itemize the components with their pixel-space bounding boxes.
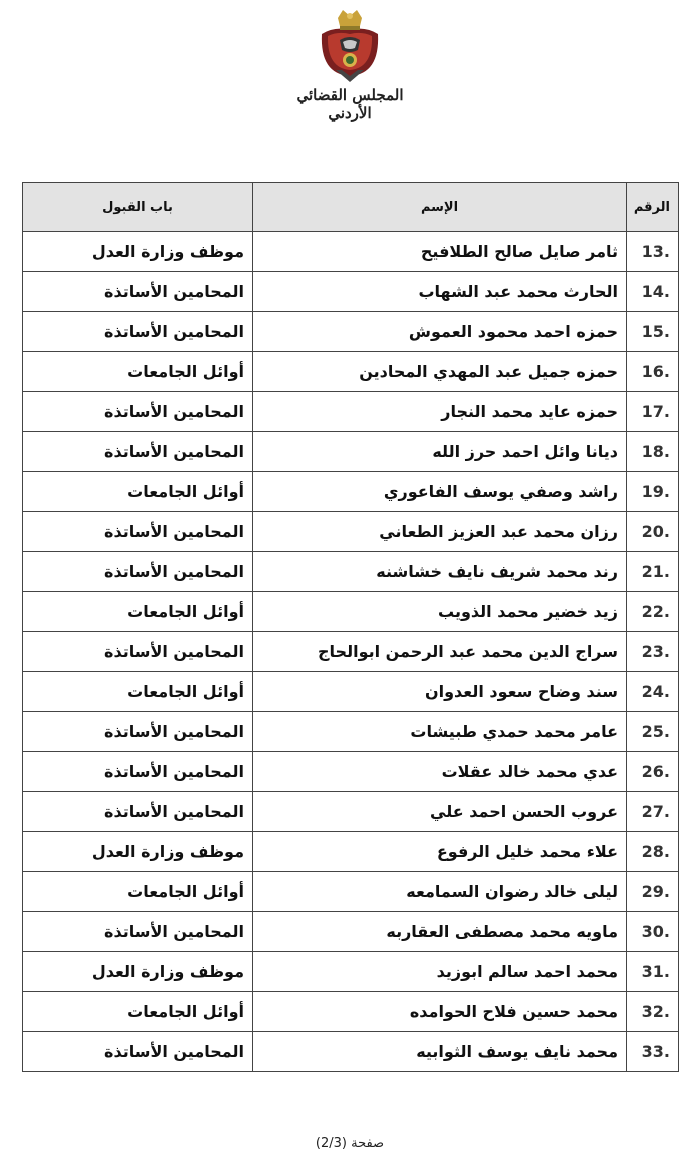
row-number	[627, 752, 679, 792]
row-name: ثامر صايل صالح الطلافيح	[253, 232, 627, 272]
table-row	[23, 872, 679, 912]
row-category: أوائل الجامعات	[23, 472, 253, 512]
row-name: حمزه جميل عبد المهدي المحادين	[253, 352, 627, 392]
row-name: سراج الدين محمد عبد الرحمن ابوالحاج	[253, 632, 627, 672]
row-number-text: 32.	[641, 1002, 670, 1021]
row-category: أوائل الجامعات	[23, 352, 253, 392]
row-name: رزان محمد عبد العزيز الطعاني	[253, 512, 627, 552]
row-name: محمد حسين فلاح الحوامده	[253, 992, 627, 1032]
row-number	[627, 432, 679, 472]
row-category: موظف وزارة العدل	[23, 952, 253, 992]
row-number-text: 31.	[641, 962, 670, 981]
table-row	[23, 1032, 679, 1072]
row-name: زيد خضير محمد الذويب	[253, 592, 627, 632]
row-category: أوائل الجامعات	[23, 672, 253, 712]
row-number-text: 29.	[641, 882, 670, 901]
row-number-text: 17.	[641, 402, 670, 421]
row-number-text: 33.	[641, 1042, 670, 1061]
row-number	[627, 352, 679, 392]
row-number	[627, 232, 679, 272]
row-category: المحامين الأساتذة	[23, 1032, 253, 1072]
row-number-text: 21.	[641, 562, 670, 581]
table-row	[23, 912, 679, 952]
document-header	[0, 0, 700, 140]
row-number	[627, 912, 679, 952]
row-category: أوائل الجامعات	[23, 872, 253, 912]
table-row	[23, 712, 679, 752]
organization-name: المجلس القضائي الأردني	[296, 86, 404, 122]
row-category: المحامين الأساتذة	[23, 432, 253, 472]
row-number-text: 22.	[641, 602, 670, 621]
row-number	[627, 512, 679, 552]
table-row	[23, 792, 679, 832]
row-name: رند محمد شريف نايف خشاشنه	[253, 552, 627, 592]
row-category: موظف وزارة العدل	[23, 832, 253, 872]
row-number-text: 25.	[641, 722, 670, 741]
row-number-text: 18.	[641, 442, 670, 461]
row-number	[627, 392, 679, 432]
row-name: حمزه عايد محمد النجار	[253, 392, 627, 432]
row-number-text: 24.	[641, 682, 670, 701]
row-name: الحارث محمد عبد الشهاب	[253, 272, 627, 312]
header-name: الإسم	[253, 183, 627, 232]
table-header-row	[23, 183, 679, 232]
table-row	[23, 632, 679, 672]
row-number-text: 13.	[641, 242, 670, 261]
row-name: محمد احمد سالم ابوزيد	[253, 952, 627, 992]
table-row	[23, 512, 679, 552]
row-number	[627, 632, 679, 672]
row-number-text: 27.	[641, 802, 670, 821]
table-row	[23, 272, 679, 312]
table-row	[23, 992, 679, 1032]
table-row	[23, 472, 679, 512]
table-row	[23, 752, 679, 792]
row-number-text: 15.	[641, 322, 670, 341]
table-row	[23, 432, 679, 472]
row-number	[627, 672, 679, 712]
table-row	[23, 832, 679, 872]
row-name: حمزه احمد محمود العموش	[253, 312, 627, 352]
row-category: المحامين الأساتذة	[23, 712, 253, 752]
row-name: ليلى خالد رضوان السمامعه	[253, 872, 627, 912]
row-number-text: 26.	[641, 762, 670, 781]
row-name: عروب الحسن احمد علي	[253, 792, 627, 832]
table-row	[23, 312, 679, 352]
row-category: موظف وزارة العدل	[23, 232, 253, 272]
row-category: المحامين الأساتذة	[23, 272, 253, 312]
row-number	[627, 312, 679, 352]
row-number-text: 14.	[641, 282, 670, 301]
row-name: راشد وصفي يوسف الفاعوري	[253, 472, 627, 512]
row-number-text: 23.	[641, 642, 670, 661]
table-row	[23, 672, 679, 712]
row-number	[627, 552, 679, 592]
row-number	[627, 832, 679, 872]
page-footer: صفحة (2/3)	[315, 1136, 385, 1151]
row-category: المحامين الأساتذة	[23, 512, 253, 552]
table-row	[23, 952, 679, 992]
row-number-text: 30.	[641, 922, 670, 941]
row-name: عامر محمد حمدي طبيشات	[253, 712, 627, 752]
row-number-text: 28.	[641, 842, 670, 861]
row-category: المحامين الأساتذة	[23, 552, 253, 592]
row-number	[627, 792, 679, 832]
row-name: عدي محمد خالد عقلات	[253, 752, 627, 792]
row-number	[627, 472, 679, 512]
row-number	[627, 872, 679, 912]
row-number	[627, 992, 679, 1032]
table-row	[23, 352, 679, 392]
row-number-text: 19.	[641, 482, 670, 501]
header-category: باب القبول	[23, 183, 253, 232]
row-number-text: 20.	[641, 522, 670, 541]
row-name: علاء محمد خليل الرفوع	[253, 832, 627, 872]
table-row	[23, 552, 679, 592]
row-category: المحامين الأساتذة	[23, 792, 253, 832]
row-category: أوائل الجامعات	[23, 592, 253, 632]
row-number	[627, 592, 679, 632]
table-row	[23, 392, 679, 432]
header-number: الرقم	[627, 183, 679, 232]
table-row	[23, 232, 679, 272]
row-number	[627, 272, 679, 312]
row-number	[627, 1032, 679, 1072]
row-name: محمد نايف يوسف الثوابيه	[253, 1032, 627, 1072]
candidates-table	[22, 182, 679, 1072]
row-number	[627, 712, 679, 752]
row-category: المحامين الأساتذة	[23, 912, 253, 952]
row-category: المحامين الأساتذة	[23, 632, 253, 672]
jordan-coat-of-arms-icon	[310, 4, 390, 86]
row-number	[627, 952, 679, 992]
row-category: المحامين الأساتذة	[23, 392, 253, 432]
row-number-text: 16.	[641, 362, 670, 381]
row-name: ماويه محمد مصطفى العقاربه	[253, 912, 627, 952]
table-row	[23, 592, 679, 632]
row-category: المحامين الأساتذة	[23, 752, 253, 792]
row-category: المحامين الأساتذة	[23, 312, 253, 352]
row-name: ديانا وائل احمد حرز الله	[253, 432, 627, 472]
row-name: سند وضاح سعود العدوان	[253, 672, 627, 712]
row-category: أوائل الجامعات	[23, 992, 253, 1032]
